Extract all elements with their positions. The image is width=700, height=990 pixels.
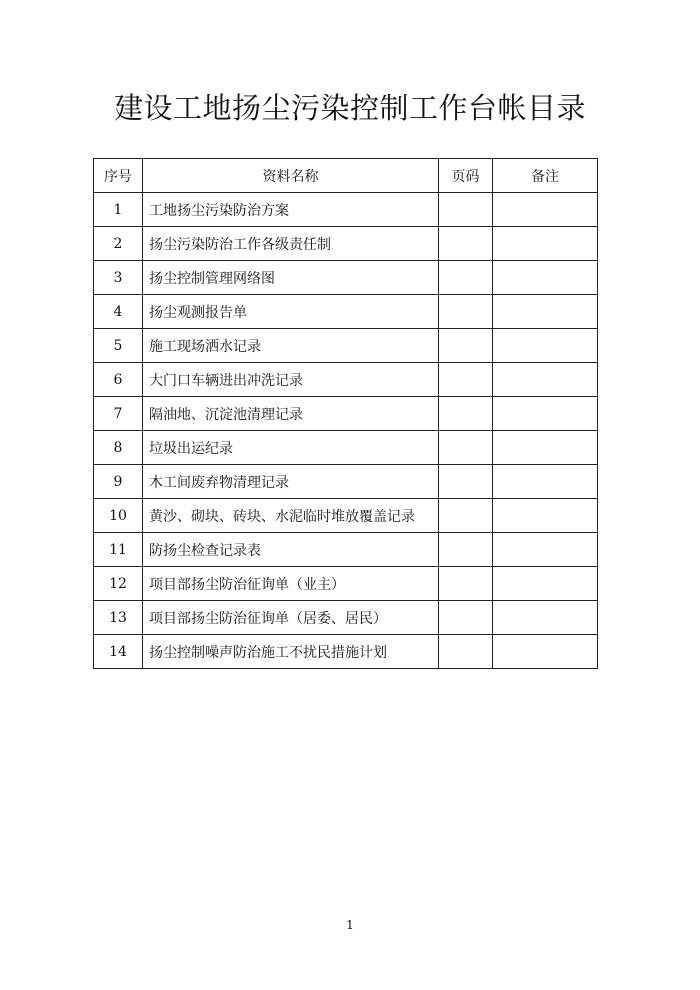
table-row (94, 499, 598, 533)
header-note: 备注 (493, 159, 598, 193)
cell-note (493, 261, 598, 295)
cell-page (439, 295, 493, 329)
cell-page (439, 193, 493, 227)
table-row (94, 329, 598, 363)
cell-no: 14 (94, 635, 143, 669)
cell-note (493, 295, 598, 329)
cell-note (493, 533, 598, 567)
header-no: 序号 (94, 159, 143, 193)
page-number: 1 (346, 918, 354, 932)
table-row (94, 533, 598, 567)
cell-page (439, 465, 493, 499)
cell-name: 防扬尘检查记录表 (143, 533, 439, 567)
cell-no: 1 (94, 193, 143, 227)
cell-no: 6 (94, 363, 143, 397)
cell-note (493, 635, 598, 669)
cell-name: 扬尘观测报告单 (143, 295, 439, 329)
cell-page (439, 567, 493, 601)
cell-note (493, 465, 598, 499)
cell-name: 项目部扬尘防治征询单（居委、居民） (143, 601, 439, 635)
cell-page (439, 601, 493, 635)
cell-name: 项目部扬尘防治征询单（业主） (143, 567, 439, 601)
cell-name: 黄沙、砌块、砖块、水泥临时堆放覆盖记录 (143, 499, 439, 533)
header-name: 资料名称 (143, 159, 439, 193)
cell-no: 5 (94, 329, 143, 363)
table-header-row (94, 159, 598, 193)
cell-page (439, 329, 493, 363)
table-row (94, 635, 598, 669)
table-row (94, 295, 598, 329)
cell-name: 隔油地、沉淀池清理记录 (143, 397, 439, 431)
cell-page (439, 363, 493, 397)
cell-name: 扬尘控制噪声防治施工不扰民措施计划 (143, 635, 439, 669)
cell-name: 大门口车辆进出冲洗记录 (143, 363, 439, 397)
cell-no: 7 (94, 397, 143, 431)
cell-note (493, 227, 598, 261)
cell-page (439, 635, 493, 669)
cell-no: 9 (94, 465, 143, 499)
cell-no: 8 (94, 431, 143, 465)
table-row (94, 431, 598, 465)
cell-note (493, 329, 598, 363)
cell-note (493, 397, 598, 431)
cell-no: 3 (94, 261, 143, 295)
cell-note (493, 363, 598, 397)
table-row (94, 363, 598, 397)
table-body (94, 193, 598, 669)
cell-name: 扬尘污染防治工作各级责任制 (143, 227, 439, 261)
cell-no: 4 (94, 295, 143, 329)
table-row (94, 193, 598, 227)
cell-note (493, 431, 598, 465)
cell-page (439, 533, 493, 567)
table-row (94, 601, 598, 635)
catalog-table (93, 158, 598, 669)
table-row (94, 227, 598, 261)
table-row (94, 567, 598, 601)
cell-note (493, 567, 598, 601)
cell-note (493, 499, 598, 533)
page-title: 建设工地扬尘污染控制工作台帐目录 (113, 91, 586, 125)
cell-name: 垃圾出运纪录 (143, 431, 439, 465)
cell-page (439, 227, 493, 261)
cell-name: 扬尘控制管理网络图 (143, 261, 439, 295)
cell-no: 11 (94, 533, 143, 567)
cell-name: 工地扬尘污染防治方案 (143, 193, 439, 227)
cell-name: 木工间废弃物清理记录 (143, 465, 439, 499)
cell-name: 施工现场洒水记录 (143, 329, 439, 363)
header-page: 页码 (439, 159, 493, 193)
table-row (94, 465, 598, 499)
cell-no: 13 (94, 601, 143, 635)
cell-no: 2 (94, 227, 143, 261)
cell-page (439, 261, 493, 295)
cell-note (493, 601, 598, 635)
cell-page (439, 431, 493, 465)
cell-note (493, 193, 598, 227)
cell-no: 10 (94, 499, 143, 533)
cell-page (439, 499, 493, 533)
table-row (94, 397, 598, 431)
cell-page (439, 397, 493, 431)
table-row (94, 261, 598, 295)
cell-no: 12 (94, 567, 143, 601)
